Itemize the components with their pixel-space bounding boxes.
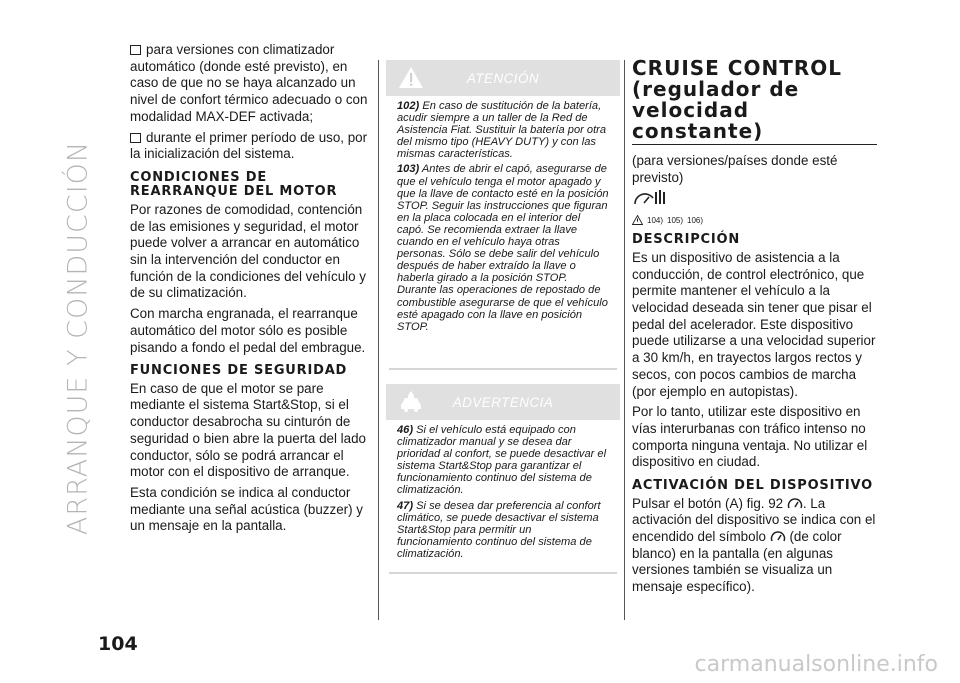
paragraph: En caso de que el motor se pare mediante el sistema Start&Stop, si el conductor desabrocha su cinturón de seguridad o bien abre la puerta del lado conductor, sólo se podrá arrancar el motor con el dispositivo de arranque. xyxy=(130,380,366,480)
reference: 105) xyxy=(667,215,684,225)
column-2 xyxy=(386,60,620,574)
speedometer-icon xyxy=(770,530,786,543)
advertencia-title: ADVERTENCIA xyxy=(452,394,554,410)
atencion-title: ATENCIÓN xyxy=(466,70,540,86)
cruise-control-icon xyxy=(632,188,666,208)
reference: 106) xyxy=(687,215,704,225)
column-3 xyxy=(632,58,877,600)
atencion-header xyxy=(386,60,620,96)
list-item: 103) Antes de abrir el capó, asegurarse de que el vehículo tenga el motor apagado y que la llave de contacto esté en la posición STOP. Seguir las instrucciones que figuran en la placa colocada en el interior del capó. Se recomienda extraer la llave cuando en el vehículo haya otras personas. Sólo se debe salir del vehículo después de haber extraído la llave o haberla girado a la posición STOP. Durante las operaciones de repostado de combustible asegurarse de que el vehículo esté apagado con la llave en posición STOP. xyxy=(397,163,609,333)
paragraph: Con marcha engranada, el rearranque automático del motor sólo es posible pisando a fondo el pedal del embrague. xyxy=(130,306,366,355)
list-item: 102) En caso de sustitución de la batería, acudir siempre a un taller de la Red de Asistencia Fiat. Sustituir la batería por otra del mismo tipo (HEAVY DUTY) y con las mismas características. xyxy=(397,100,607,161)
checkbox-bullet-icon xyxy=(130,133,141,143)
advertencia-body xyxy=(389,420,617,574)
car-fluid-icon xyxy=(398,390,424,414)
heading-funciones: FUNCIONES DE SEGURIDAD xyxy=(130,363,348,379)
chapter-side-title: ARRANQUE Y CONDUCCIÓN xyxy=(62,140,94,536)
heading-condiciones: CONDICIONES DE REARRANQUE DEL MOTOR xyxy=(130,169,338,200)
paragraph-activacion: Pulsar el botón (A) fig. 92 . La activación del dispositivo se indica con el encendido del símbolo (de color blanco) en la pantalla (en algunas versiones también se visualiza un mensaje específico). xyxy=(632,495,876,595)
list-item: 47) Si se desea dar preferencia al confort climático, se puede desactivar el sistema Start&Stop para permitir un funcionamiento continuo del sistema de climatización. xyxy=(397,499,601,560)
column-divider-2 xyxy=(624,60,625,620)
references xyxy=(632,215,877,225)
paragraph: Es un dispositivo de asistencia a la conducción, de control electrónico, que permite mantener el vehículo a la velocidad deseada sin tener que pisar el pedal del acelerador. Este dispositivo puede utilizarse a una velocidad superior a 30 km/h, en trayectos largos rectos y secos, con pocos cambios de marcha (por ejemplo en autopistas). xyxy=(632,249,876,399)
heading-descripcion: DESCRIPCIÓN xyxy=(632,232,741,248)
bullet-item-1: para versiones con climatizador automático (donde esté previsto), en caso de que no se haya alcanzado un nivel de confort térmico adecuado o con modalidad MAX-DEF activada; xyxy=(130,42,368,124)
warning-triangle-icon xyxy=(398,66,424,89)
list-item: 46) Si el vehículo está equipado con climatizador manual y se desea dar prioridad al confort, se puede desactivar el sistema Start&Stop para garantizar el funcionamiento continuo del sistema de climatización. xyxy=(397,424,607,497)
column-divider-1 xyxy=(378,60,379,620)
footer-watermark: carmanualsonline.info xyxy=(694,652,938,677)
column-1 xyxy=(130,42,370,539)
advertencia-header xyxy=(386,384,620,420)
checkbox-bullet-icon xyxy=(130,45,141,55)
paragraph: Por lo tanto, utilizar este dispositivo en vías interurbanas con tráfico intenso no comporta ninguna ventaja. No utilizar el dispositivo en ciudad. xyxy=(632,404,868,470)
warning-triangle-icon xyxy=(632,215,643,225)
paragraph: Esta condición se indica al conductor mediante una señal acústica (buzzer) y un mensaje en la pantalla. xyxy=(130,484,363,534)
bullet-item-2: durante el primer período de uso, por la inicialización del sistema. xyxy=(130,129,368,162)
paragraph: Por razones de comodidad, contención de las emisiones y seguridad, el motor puede volver a arrancar en automático sin la intervención del conductor en función de la condiciones del vehículo y de su climatización. xyxy=(130,201,366,301)
reference: 104) xyxy=(647,215,664,225)
heading-activacion: ACTIVACIÓN DEL DISPOSITIVO xyxy=(632,478,874,494)
page-number: 104 xyxy=(98,633,138,655)
speedometer-icon xyxy=(787,497,803,510)
paragraph-versions: (para versiones/países donde esté previsto) xyxy=(632,153,838,185)
heading-cruise-control: CRUISE CONTROL (regulador de velocidad constante) xyxy=(632,58,877,145)
atencion-body xyxy=(389,96,617,370)
